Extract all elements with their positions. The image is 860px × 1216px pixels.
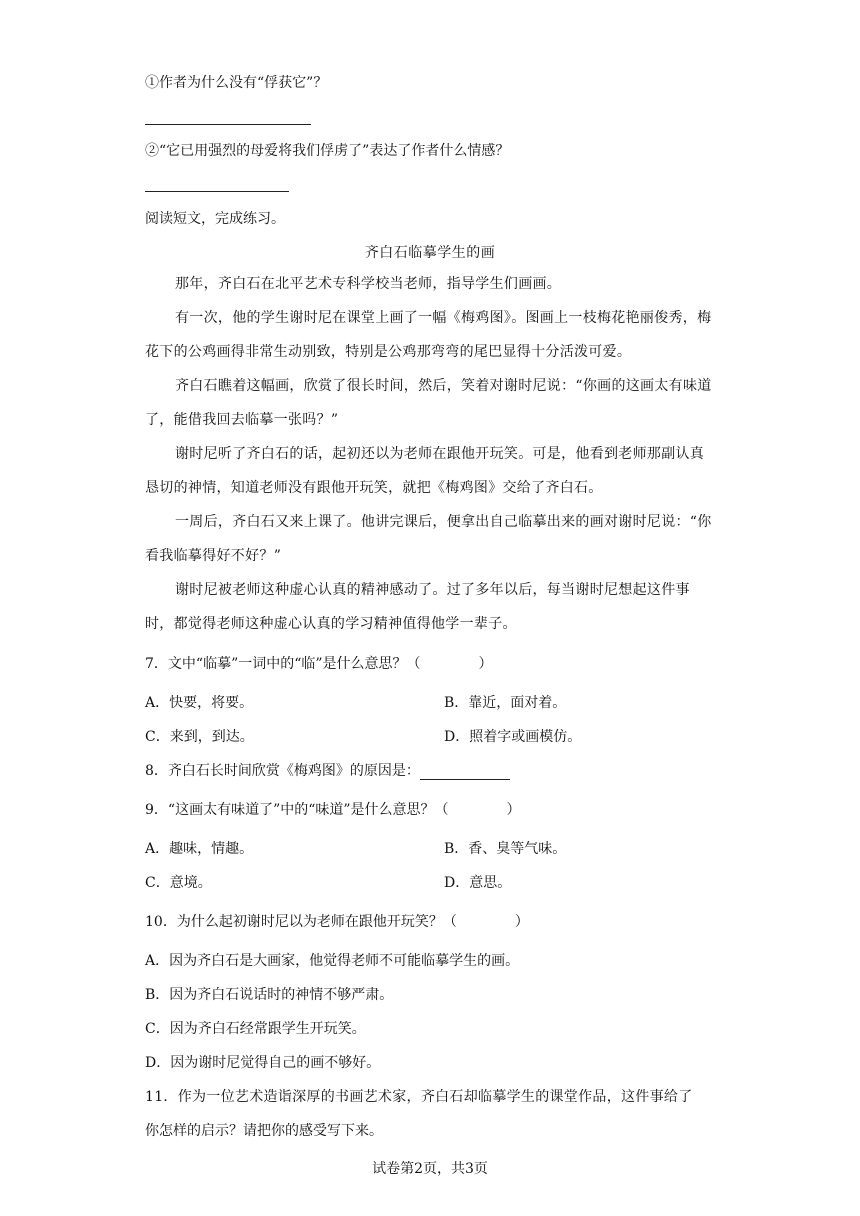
- question-8: [145, 760, 510, 780]
- passage-paragraph-4: 谢时尼听了齐白石的话，起初还以为老师在跟他开玩笑。可是，他看到老师那副认真恳切的神情，知道老师没有跟他开玩笑，就把《梅鸡图》交给了齐白石。: [145, 446, 705, 496]
- question-7: [145, 653, 493, 673]
- q9-option-b[interactable]: B．香、臭等气味。: [444, 841, 567, 857]
- answer-line-2[interactable]: [145, 191, 289, 192]
- question-10-stem: 10．为什么起初谢时尼以为老师在跟他开玩笑？（: [145, 914, 457, 930]
- passage-paragraph-5: 一周后，齐白石又来上课了。他讲完课后，便拿出自己临摹出来的画对谢时尼说：“你看我临摹得好不好？”: [145, 514, 712, 564]
- passage-paragraph-6: 谢时尼被老师这种虚心认真的精神感动了。过了多年以后，每当谢时尼想起这件事时，都觉得老师这种虚心认真的学习精神值得他学一辈子。: [145, 582, 690, 632]
- passage-title: 齐白石临摹学生的画: [364, 245, 496, 261]
- answer-blank-8[interactable]: [420, 763, 510, 780]
- q9-option-d[interactable]: D．意思。: [444, 875, 512, 891]
- page-footer: 试卷第2页，共3页: [372, 1161, 488, 1177]
- passage-paragraph-2: 有一次，他的学生谢时尼在课堂上画了一幅《梅鸡图》。图画上一枝梅花艳丽俊秀，梅花下的公鸡画得非常生动别致，特别是公鸡那弯弯的尾巴显得十分活泼可爱。: [145, 310, 712, 360]
- prev-question-1: ①作者为什么没有“俘获它”？: [145, 75, 328, 91]
- q10-option-b[interactable]: B．因为齐白石说话时的神情不够严肃。: [145, 987, 394, 1003]
- question-7-close: ）: [478, 656, 493, 672]
- passage-paragraph-3: 齐白石瞧着这幅画，欣赏了很长时间，然后，笑着对谢时尼说：“你画的这画太有味道了，能借我回去临摹一张吗？”: [145, 378, 712, 428]
- q7-option-d[interactable]: D．照着字或画模仿。: [444, 729, 582, 745]
- question-11-line-2: 你怎样的启示？请把你的感受写下来。: [145, 1123, 383, 1139]
- q9-option-a[interactable]: A．趣味，情趣。: [145, 841, 254, 857]
- q10-option-c[interactable]: C．因为齐白石经常跟学生开玩笑。: [145, 1021, 366, 1037]
- section-intro: 阅读短文，完成练习。: [145, 211, 285, 227]
- question-9: [145, 799, 521, 819]
- q10-option-a[interactable]: A．因为齐白石是大画家，他觉得老师不可能临摹学生的画。: [145, 953, 520, 969]
- question-9-close: ）: [506, 802, 521, 818]
- question-8-stem: 8．齐白石长时间欣赏《梅鸡图》的原因是：: [145, 763, 420, 779]
- q7-option-b[interactable]: B．靠近，面对着。: [444, 695, 567, 711]
- q10-option-d[interactable]: D．因为谢时尼觉得自己的画不够好。: [145, 1055, 381, 1071]
- question-7-stem: 7．文中“临摹”一词中的“临”是什么意思？（: [145, 656, 421, 672]
- q7-option-c[interactable]: C．来到，到达。: [145, 729, 254, 745]
- question-10: [145, 911, 529, 931]
- q7-option-a[interactable]: A．快要，将要。: [145, 695, 254, 711]
- prev-question-2: ②“它已用强烈的母爱将我们俘虏了”表达了作者什么情感？: [145, 143, 510, 159]
- answer-line-1[interactable]: [145, 124, 311, 125]
- question-9-stem: 9．“这画太有味道了”中的“味道”是什么意思？（: [145, 802, 449, 818]
- q9-option-c[interactable]: C．意境。: [145, 875, 212, 891]
- passage-paragraph-1: 那年，齐白石在北平艺术专科学校当老师，指导学生们画画。: [175, 276, 562, 292]
- question-10-close: ）: [514, 914, 529, 930]
- question-11-line-1: 11．作为一位艺术造诣深厚的书画艺术家，齐白石却临摹学生的课堂作品，这件事给了: [145, 1089, 693, 1105]
